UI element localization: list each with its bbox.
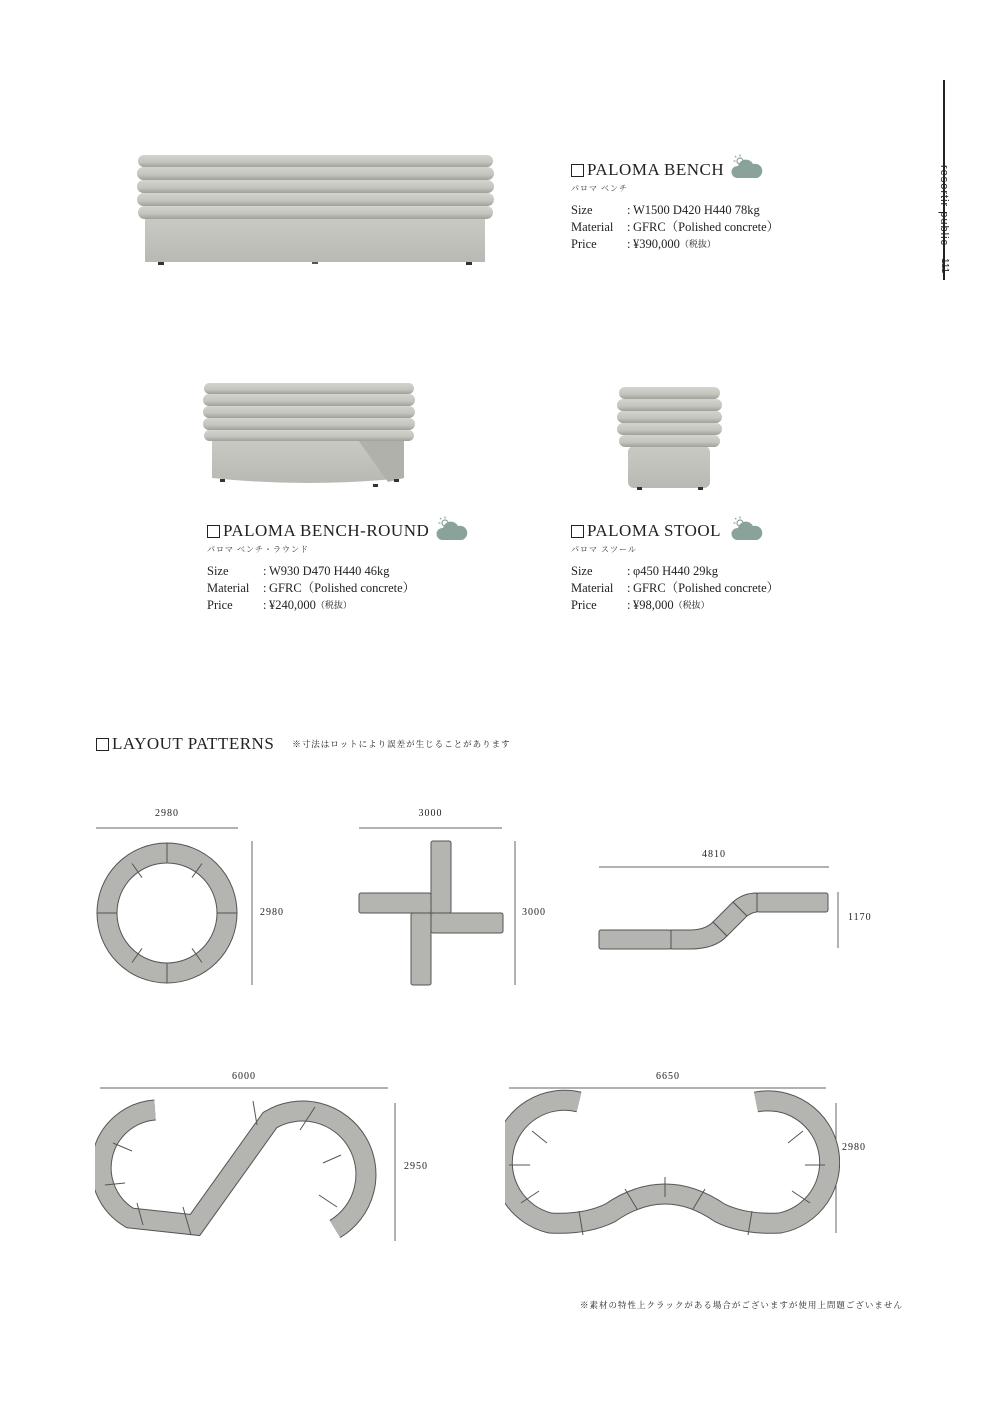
pattern-2-height-label: 3000 bbox=[522, 907, 546, 918]
footer-note: ※素材の特性上クラックがある場合がございますが使用上問題ございません bbox=[580, 1300, 903, 1310]
pattern-5-width-label: 6650 bbox=[656, 1071, 680, 1082]
pattern-5-height-label: 2980 bbox=[842, 1142, 866, 1153]
price-label: Price bbox=[571, 237, 597, 251]
pattern-3-height-label: 1170 bbox=[848, 912, 872, 923]
material-label: Material bbox=[571, 581, 614, 595]
product-paloma-stool: PALOMA STOOL パロマ スツール Size : φ450 H440 29kg Material : GFRC（Polished concrete） Price : ¥98,000 （税抜） bbox=[571, 521, 780, 612]
size-value: W930 D470 H440 46kg bbox=[269, 564, 390, 578]
product-title: PALOMA BENCH bbox=[587, 160, 725, 179]
material-value: GFRC（Polished concrete） bbox=[633, 220, 780, 234]
material-label: Material bbox=[207, 581, 250, 595]
checkbox-square-icon bbox=[571, 525, 584, 538]
price-value: ¥240,000 bbox=[269, 598, 316, 612]
pattern-3-wave-diagram bbox=[595, 864, 845, 954]
pattern-1-height-label: 2980 bbox=[260, 907, 284, 918]
pattern-2-pinwheel-diagram bbox=[355, 825, 520, 987]
material-value: GFRC（Polished concrete） bbox=[269, 581, 416, 595]
material-label: Material bbox=[571, 220, 614, 234]
pattern-4-s-curve-diagram bbox=[95, 1085, 405, 1245]
pattern-1-width-label: 2980 bbox=[155, 808, 179, 819]
product-kana: パロマ スツール bbox=[571, 545, 637, 554]
product-kana: パロマ ベンチ・ラウンド bbox=[207, 545, 309, 554]
product-title: PALOMA STOOL bbox=[587, 521, 722, 540]
checkbox-square-icon bbox=[207, 525, 220, 538]
checkbox-square-icon bbox=[571, 164, 584, 177]
material-value: GFRC（Polished concrete） bbox=[633, 581, 780, 595]
size-value: W1500 D420 H440 78kg bbox=[633, 203, 760, 217]
size-label: Size bbox=[571, 564, 593, 578]
product-paloma-bench-round: PALOMA BENCH-ROUND パロマ ベンチ・ラウンド Size : W930 D470 H440 46kg Material : GFRC（Polished concrete） Price : ¥240,000 （税抜） bbox=[207, 521, 430, 612]
pattern-1-circle-diagram bbox=[90, 825, 265, 987]
paloma-stool-image bbox=[612, 384, 727, 494]
tax-note: （税抜） bbox=[679, 239, 716, 249]
tax-note: （税抜） bbox=[673, 600, 710, 610]
size-label: Size bbox=[571, 203, 593, 217]
price-label: Price bbox=[571, 598, 597, 612]
paloma-bench-round-image bbox=[198, 378, 420, 490]
section-title: LAYOUT PATTERNS bbox=[112, 734, 275, 753]
price-value: ¥390,000 bbox=[633, 237, 680, 251]
dimension-note: ※寸法はロットにより誤差が生じることがあります bbox=[292, 739, 511, 749]
product-paloma-bench: PALOMA BENCH パロマ ベンチ Size : W1500 D420 H440 78kg Material : GFRC（Polished concrete） Price : ¥390,000 （税抜） bbox=[571, 160, 780, 251]
pattern-4-width-label: 6000 bbox=[232, 1071, 256, 1082]
partly-cloudy-icon bbox=[436, 516, 468, 542]
partly-cloudy-icon bbox=[731, 154, 763, 180]
paloma-bench-image bbox=[130, 145, 500, 270]
page-number: 111 bbox=[939, 258, 950, 274]
product-title: PALOMA BENCH-ROUND bbox=[223, 521, 430, 540]
product-kana: パロマ ベンチ bbox=[571, 184, 628, 193]
pattern-3-width-label: 4810 bbox=[702, 849, 726, 860]
pattern-2-width-label: 3000 bbox=[418, 808, 443, 819]
checkbox-square-icon bbox=[96, 738, 109, 751]
pattern-5-omega-diagram bbox=[505, 1085, 840, 1245]
layout-patterns-header bbox=[96, 734, 511, 754]
tax-note: （税抜） bbox=[315, 600, 352, 610]
size-label: Size bbox=[207, 564, 229, 578]
pattern-4-height-label: 2950 bbox=[404, 1161, 428, 1172]
price-value: ¥98,000 bbox=[633, 598, 674, 612]
sidebar-brand: resortir public bbox=[938, 165, 950, 247]
price-label: Price bbox=[207, 598, 233, 612]
partly-cloudy-icon bbox=[731, 516, 763, 542]
size-value: φ450 H440 29kg bbox=[633, 564, 718, 578]
